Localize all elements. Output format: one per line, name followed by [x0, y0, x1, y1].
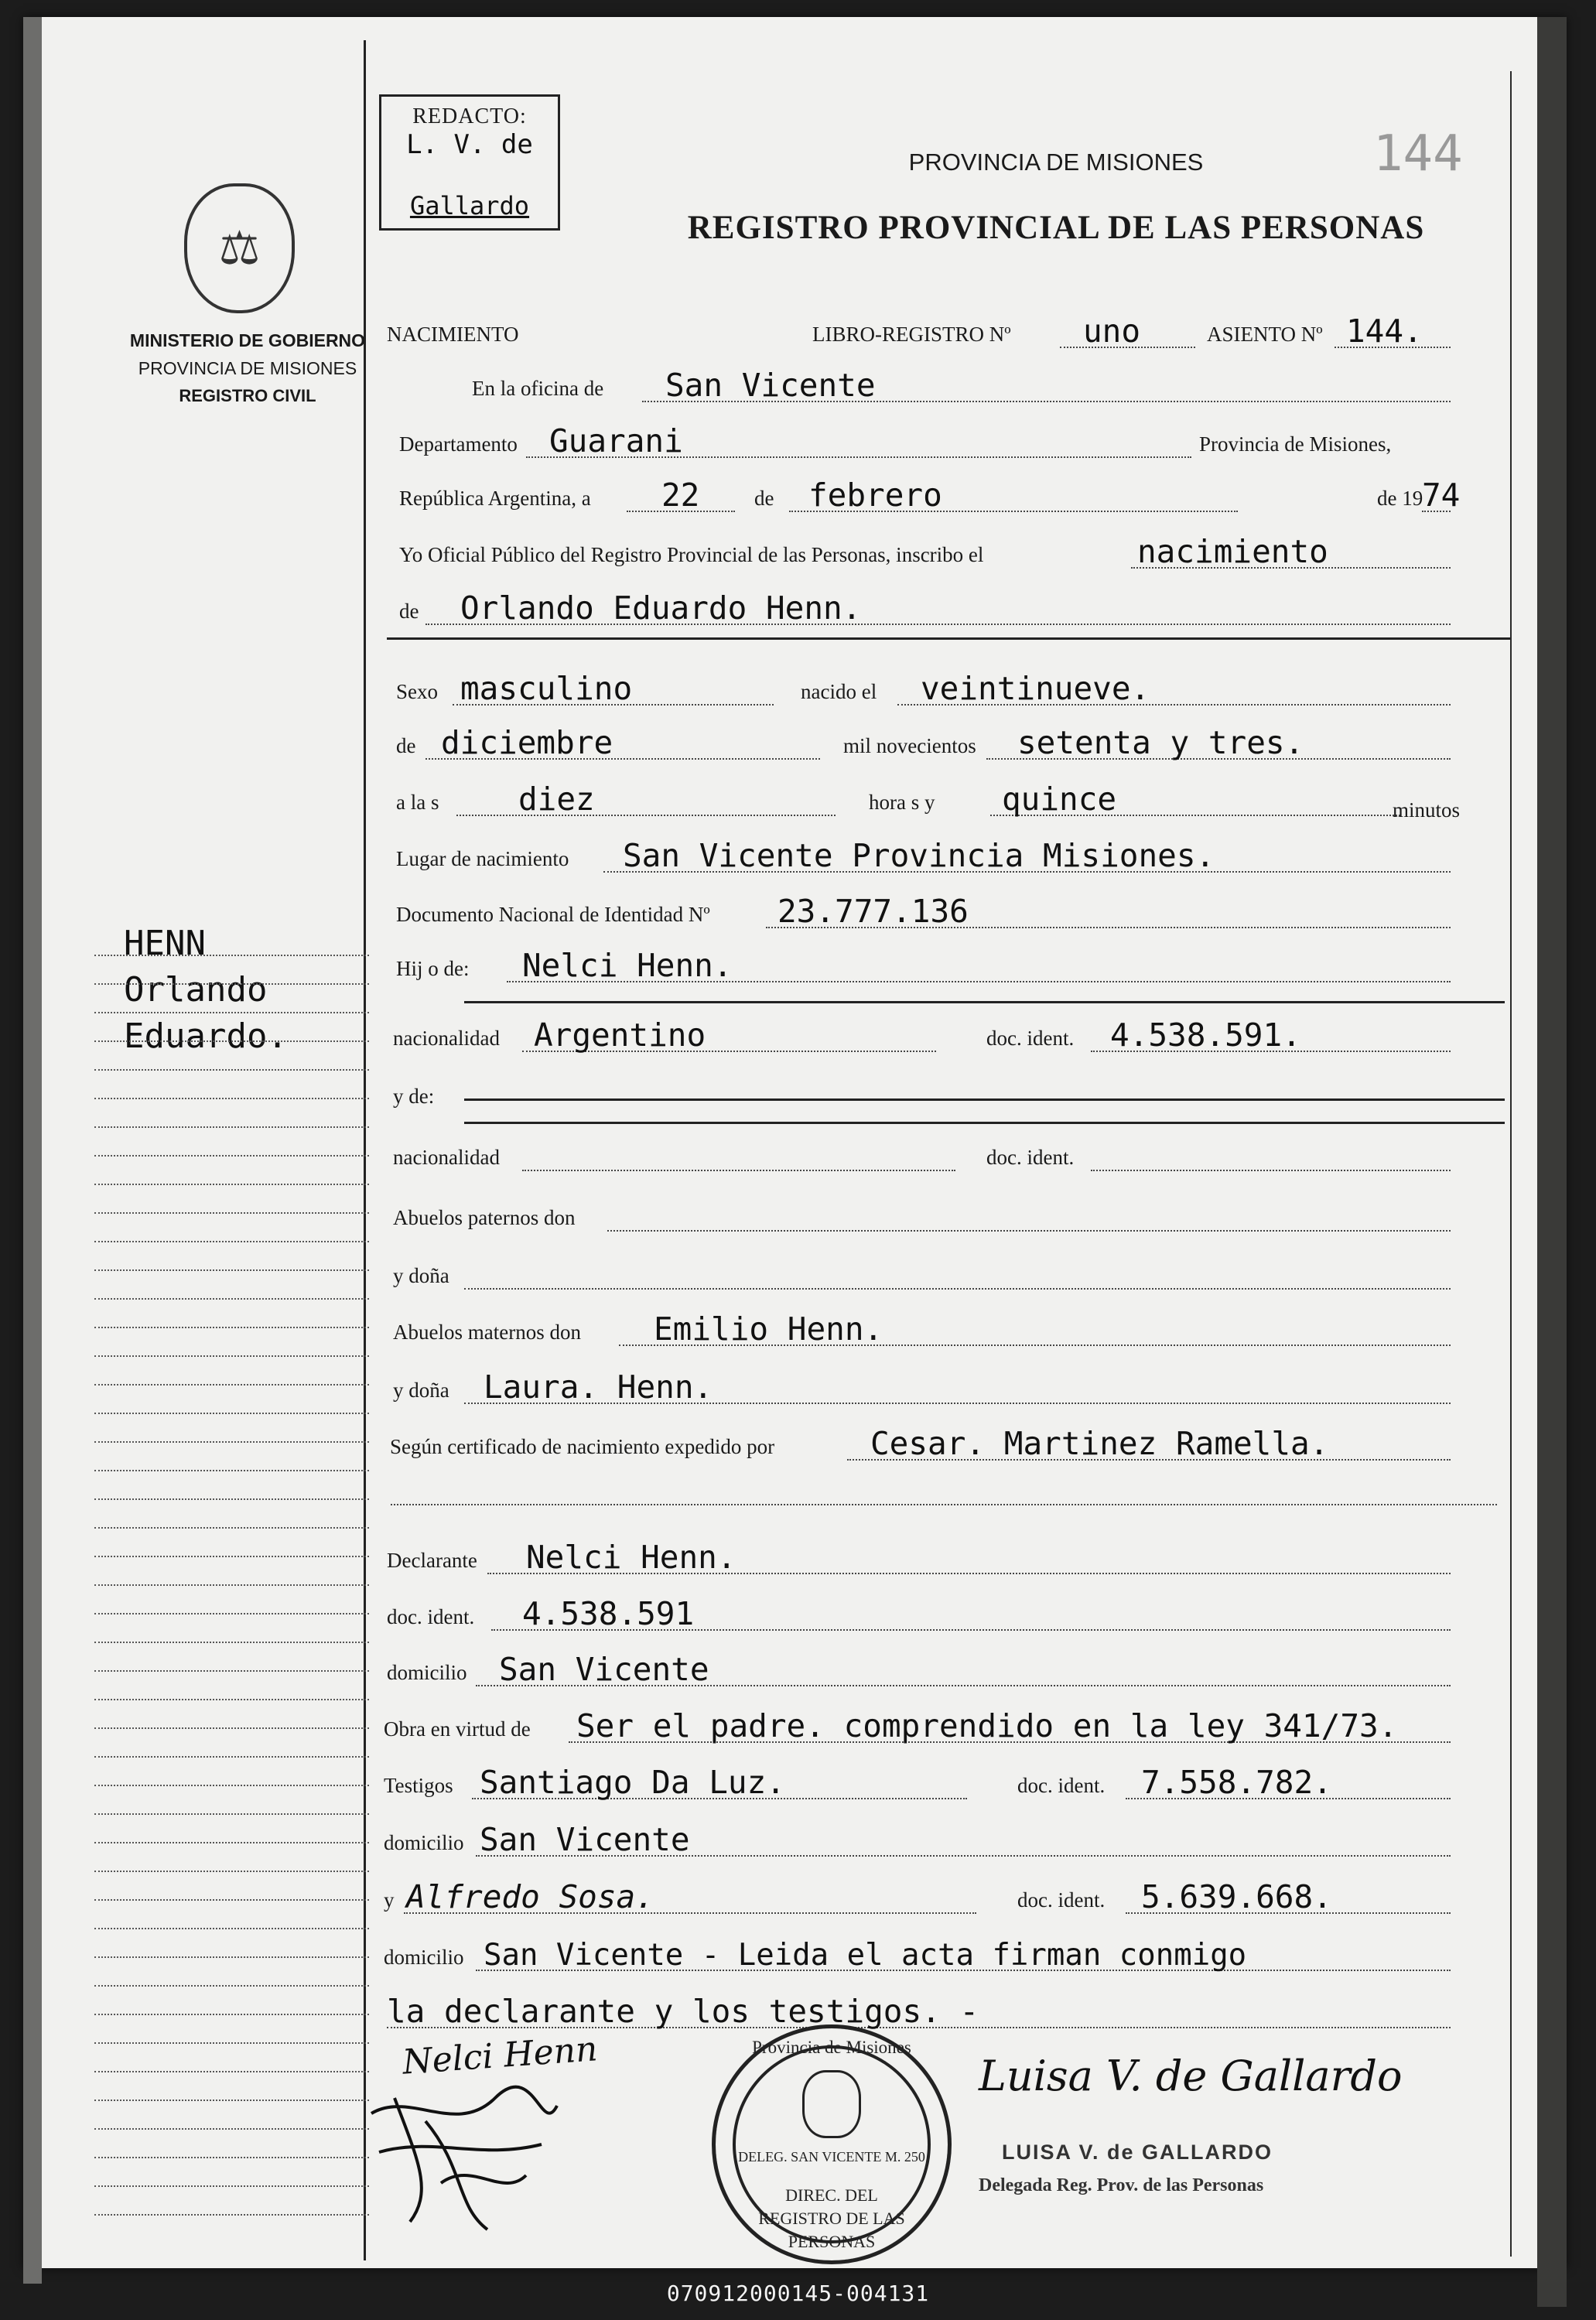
row-nac1: [387, 1015, 1482, 1061]
document-page: [23, 17, 1567, 2268]
page-right-edge: [1537, 17, 1567, 2307]
domicilio2-label: domicilio: [384, 1831, 464, 1854]
page-left-edge: [23, 17, 42, 2284]
abuelos-mat-label: Abuelos maternos don: [393, 1321, 581, 1344]
dia-value: 22: [661, 477, 700, 514]
margin-rule-line: [94, 1012, 369, 1013]
republica-label: República Argentina, a: [399, 487, 591, 510]
row-cierre: [387, 1991, 1482, 2038]
hora-value: diez: [518, 781, 595, 818]
margin-name: [124, 921, 288, 1060]
margin-rule-line: [94, 983, 369, 985]
alas-label: a la s: [396, 791, 439, 814]
inscribo-value: nacimiento: [1137, 533, 1328, 570]
row-ydona1: [387, 1252, 1482, 1299]
margin-rule-line: [94, 1556, 369, 1557]
anio-value: 74: [1422, 477, 1461, 514]
row-oficina: [387, 365, 1482, 412]
docid3-value: 4.538.591: [522, 1595, 695, 1632]
row-yde: [387, 1073, 1482, 1119]
obra-value: Ser el padre. comprendido en la ley 341/73.: [576, 1707, 1398, 1744]
row-testigo2: [384, 1877, 1482, 1923]
margin-rule-line: [94, 1126, 369, 1128]
yde-label: y de:: [393, 1085, 435, 1108]
libro-value: uno: [1083, 313, 1141, 350]
sexo-label: Sexo: [396, 680, 438, 703]
oficial-text: Yo Oficial Público del Registro Provincial de las Personas, inscribo el: [399, 543, 984, 566]
margin-rule-line: [94, 1899, 369, 1901]
margin-rule-line: [94, 1842, 369, 1843]
province-heading: PROVINCIA DE MISIONES: [908, 149, 1204, 176]
stamp-outer-bottom: DIREC. DEL REGISTRO DE LAS PERSONAS: [758, 2185, 905, 2251]
page-number: 144: [1373, 125, 1463, 183]
docid4-label: doc. ident.: [1017, 1774, 1106, 1797]
row-persona: [387, 588, 1482, 634]
dni-label: Documento Nacional de Identidad Nº: [396, 903, 710, 926]
declarante-signature: Nelci Henn: [401, 2029, 599, 2083]
margin-rule-line: [94, 2157, 369, 2158]
document-code: 070912000145-004131: [666, 2281, 930, 2306]
registry-stamp: [712, 2024, 952, 2264]
mes2-value: diciembre: [441, 724, 613, 761]
margin-rule-line: [94, 1441, 369, 1443]
docid5-value: 5.639.668.: [1141, 1878, 1332, 1915]
obra-label: Obra en virtud de: [384, 1717, 531, 1741]
nac1-value: Argentino: [534, 1016, 706, 1054]
nac2-label: nacionalidad: [393, 1146, 500, 1169]
margin-rule-line: [94, 1699, 369, 1700]
row-sexo: [387, 668, 1482, 715]
anio-label: de 19: [1377, 487, 1423, 510]
stamp-emblem-icon: [802, 2070, 861, 2138]
libro-label: LIBRO-REGISTRO Nº: [812, 323, 1011, 346]
nacimiento-heading: NACIMIENTO: [387, 323, 519, 346]
margin-rule-line: [94, 2214, 369, 2216]
certificado-label: Según certificado de nacimiento expedido por: [390, 1435, 775, 1458]
margin-rule-line: [94, 1584, 369, 1586]
docid1-label: doc. ident.: [986, 1027, 1075, 1050]
asiento-value: 144.: [1346, 313, 1423, 350]
margin-rule-line: [94, 1327, 369, 1328]
redacto-line2: Gallardo: [409, 191, 530, 220]
margin-rule-line: [94, 2014, 369, 2015]
margin-rule-line: [94, 2185, 369, 2187]
margin-rule-line: [94, 2100, 369, 2101]
margin-rule-line: [94, 1785, 369, 1786]
margin-rule-line: [94, 1642, 369, 1643]
madre-value: Nelci Henn.: [522, 947, 733, 984]
oficina-value: San Vicente: [665, 367, 876, 404]
official-signature: Luisa V. de Gallardo: [979, 2052, 1403, 2100]
margin-given1: Orlando: [124, 970, 268, 1010]
coat-of-arms-icon: ⚖: [184, 183, 295, 313]
persona-value: Orlando Eduardo Henn.: [460, 589, 862, 627]
cierre-value: la declarante y los testigos. -: [387, 1993, 979, 2030]
margin-rule-line: [94, 1956, 369, 1958]
oficina-label: En la oficina de: [472, 377, 604, 400]
margin-rule-line: [94, 1727, 369, 1729]
margin-rule-line: [94, 1813, 369, 1815]
row-hijo: [387, 945, 1482, 992]
margin-rule-line: [94, 1184, 369, 1185]
stamp-outer-top: Provincia de Misiones: [752, 2037, 911, 2057]
docid3-label: doc. ident.: [387, 1605, 475, 1628]
margin-rule-line: [94, 1069, 369, 1071]
nacido-value: veintinueve.: [921, 670, 1150, 707]
row-certificado: [387, 1423, 1482, 1470]
margin-rule-line: [94, 2071, 369, 2072]
abuela-mat-value: Laura. Henn.: [484, 1368, 713, 1406]
row-libro: [387, 311, 1482, 357]
hijo-label: Hij o de:: [396, 957, 470, 980]
redacto-label: REDACTO:: [412, 104, 527, 128]
row-testigos: [384, 1762, 1482, 1809]
domicilio1-label: domicilio: [387, 1661, 467, 1684]
lugar-value: San Vicente Provincia Misiones.: [623, 837, 1215, 874]
redacto-line1: L. V. de: [406, 129, 533, 160]
row-ydona2: [387, 1367, 1482, 1413]
row-domicilio3: [384, 1934, 1482, 1980]
ministry-line3: REGISTRO CIVIL: [179, 386, 316, 405]
margin-rule-line: [94, 1756, 369, 1758]
ministry-line1: MINISTERIO DE GOBIERNO: [129, 330, 366, 350]
margin-surname: HENN: [124, 924, 206, 963]
row-hora: [387, 779, 1482, 825]
de-persona-label: de: [399, 600, 419, 623]
docid5-label: doc. ident.: [1017, 1888, 1106, 1912]
row-mil: [387, 723, 1482, 769]
redacto-box: [379, 94, 560, 231]
certificado-value: Cesar. Martinez Ramella.: [870, 1425, 1329, 1462]
ydona1-label: y doña: [393, 1264, 449, 1287]
stamp-inner: DELEG. SAN VICENTE M. 250: [738, 2148, 925, 2165]
mes-value: febrero: [808, 477, 942, 514]
margin-rule-line: [94, 1985, 369, 1987]
nac1-label: nacionalidad: [393, 1027, 500, 1050]
departamento-label: Departamento: [399, 432, 518, 456]
row-docid3: [387, 1594, 1482, 1640]
row-dni: [387, 891, 1482, 938]
row-declarante: [387, 1537, 1482, 1584]
dni-value: 23.777.136: [777, 893, 969, 930]
margin-rule-line: [94, 1527, 369, 1529]
margin-rule-line: [94, 1269, 369, 1271]
lugar-label: Lugar de nacimiento: [396, 847, 569, 870]
official-printed-name: LUISA V. de GALLARDO: [1002, 2141, 1273, 2164]
margin-rule-line: [94, 1040, 369, 1042]
margin-rule-line: [94, 1613, 369, 1614]
ydona2-label: y doña: [393, 1379, 449, 1402]
row-inscribo: [387, 531, 1482, 578]
official-title: Delegada Reg. Prov. de las Personas: [979, 2175, 1264, 2195]
row-abuelos-mat: [387, 1309, 1482, 1355]
margin-rule-line: [94, 1241, 369, 1242]
margin-rule-line: [94, 1670, 369, 1672]
abuelo-mat-value: Emilio Henn.: [654, 1310, 883, 1348]
row-fecha: [387, 475, 1482, 521]
provincia-suffix: Provincia de Misiones,: [1199, 432, 1392, 456]
row-obra: [384, 1706, 1482, 1752]
domicilio1-value: San Vicente: [499, 1651, 709, 1688]
mil-label: mil novecientos: [843, 734, 976, 757]
horas-label: hora s y: [869, 791, 935, 814]
y-label: y: [384, 1888, 395, 1912]
nacido-label: nacido el: [801, 680, 877, 703]
right-frame-line: [1510, 71, 1512, 2257]
margin-rule-line: [94, 1098, 369, 1099]
de-label: de: [754, 487, 774, 510]
row-domicilio2: [384, 1819, 1482, 1866]
sexo-value: masculino: [460, 670, 633, 707]
docid4-value: 7.558.782.: [1141, 1764, 1332, 1801]
row-lugar: [387, 835, 1482, 882]
margin-rule-line: [94, 2042, 369, 2044]
registry-heading: REGISTRO PROVINCIAL DE LAS PERSONAS: [687, 210, 1425, 246]
row-abuelos-pat: [387, 1194, 1482, 1241]
testigo2-value: Alfredo Sosa.: [406, 1878, 654, 1915]
ministry-block: [70, 326, 425, 410]
asiento-label: ASIENTO Nº: [1207, 323, 1323, 346]
minutos-value: quince: [1002, 781, 1117, 818]
margin-rule-line: [94, 1355, 369, 1357]
margin-rule-line: [94, 1298, 369, 1300]
docid1-value: 4.538.591.: [1110, 1016, 1301, 1054]
margin-rule-line: [94, 1498, 369, 1500]
departamento-value: Guarani: [549, 422, 683, 460]
margin-rule-line: [94, 1384, 369, 1386]
margin-rule-line: [94, 1470, 369, 1471]
margin-given2: Eduardo.: [124, 1016, 288, 1056]
margin-rule-line: [94, 1155, 369, 1157]
ministry-line2: PROVINCIA DE MISIONES: [138, 358, 357, 378]
domicilio3-value: San Vicente - Leida el acta firman conmigo: [484, 1938, 1247, 1973]
docid2-label: doc. ident.: [986, 1146, 1075, 1169]
witness-signature-scribble: [364, 2067, 565, 2245]
testigos-label: Testigos: [384, 1774, 453, 1797]
declarante-label: Declarante: [387, 1549, 477, 1572]
margin-rule-line: [94, 2128, 369, 2130]
mil-value: setenta y tres.: [1017, 724, 1304, 761]
testigo1-value: Santiago Da Luz.: [480, 1764, 785, 1801]
domicilio2-value: San Vicente: [480, 1821, 690, 1858]
margin-rule-line: [94, 1871, 369, 1872]
row-departamento: [387, 421, 1482, 467]
row-domicilio1: [387, 1649, 1482, 1696]
abuelos-pat-label: Abuelos paternos don: [393, 1206, 576, 1229]
margin-rule-line: [94, 955, 369, 956]
margin-rule-line: [94, 1413, 369, 1414]
minutos-label: minutos: [1393, 798, 1461, 822]
margin-rule-line: [94, 1928, 369, 1929]
declarante-value: Nelci Henn.: [526, 1539, 736, 1576]
domicilio3-label: domicilio: [384, 1946, 464, 1969]
margin-rule-line: [94, 1212, 369, 1214]
de2-label: de: [396, 734, 416, 757]
row-nac2: [387, 1134, 1482, 1181]
